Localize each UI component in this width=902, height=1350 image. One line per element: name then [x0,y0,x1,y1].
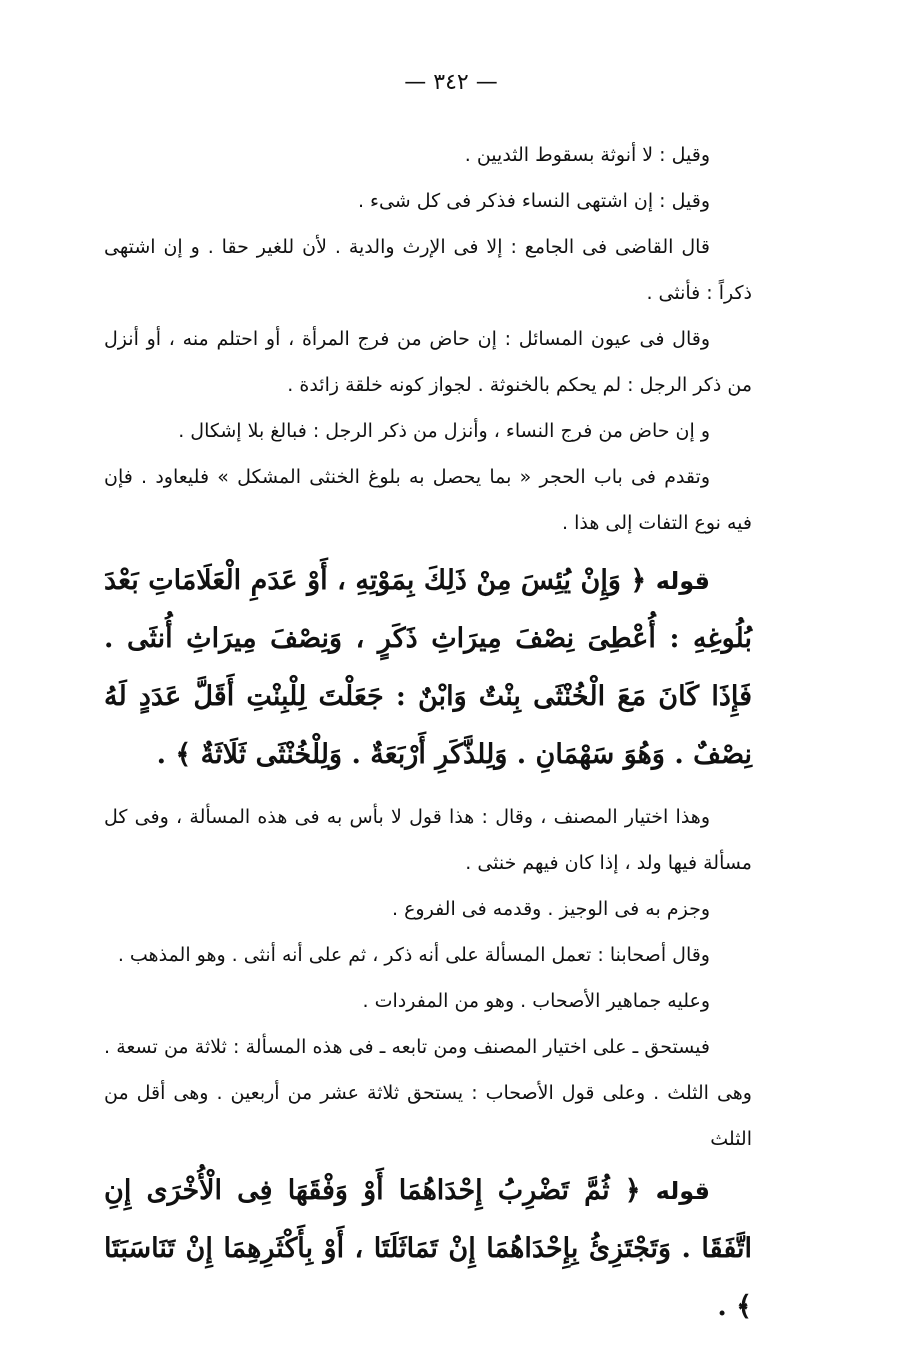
page-number: — ٣٤٢ — [404,70,498,95]
paragraph: فيستحق ـ على اختيار المصنف ومن تابعه ـ فى هذه المسألة : ثلاثة من تسعة . وهى الثلث . وعلى قول الأصحاب : يستحق ثلاثة عشر من أربعين . وهى أقل من الثلث [104,1036,752,1150]
paragraph: و إن حاض من فرج النساء ، وأنزل من ذكر الرجل : فبالغ بلا إشكال . [178,420,710,442]
matn-lead-word: قوله [655,1177,710,1205]
matn-quote [104,1162,752,1336]
page-body [104,132,752,1336]
paragraph: وقيل : لا أنوثة بسقوط الثديين . [464,144,710,166]
paragraph: وعليه جماهير الأصحاب . وهو من المفردات . [362,990,710,1012]
matn-lead-word: قوله [655,567,711,595]
matn-text: ﴿ وَإِنْ يُئِسَ مِنْ ذَلِكَ بِمَوْتِهِ ، أَوْ عَدَمِ الْعَلَامَاتِ بَعْدَ بُلُوغِهِ : أُعْطِىَ نِصْفَ مِيرَاثِ ذَكَرٍ ، وَنِصْفَ مِيرَاثِ أُنثَى . فَإِذَا كَانَ مَعَ الْخُنْثَى بِنْتٌ وَابْنٌ : جَعَلْتَ لِلْبِنْتِ أَقَلَّ عَدَدٍ لَهُ نِصْفٌ . وَهُوَ سَهْمَانِ . وَلِلذَّكَرِ أَرْبَعَةٌ . وَلِلْخُنْثَى ثَلَاثَةٌ ﴾ . [104,565,752,770]
paragraph: قال القاضى فى الجامع : إلا فى الإرث والدية . لأن للغير حقا . و إن اشتهى ذكراً : فأنثى . [104,236,752,304]
paragraph: وجزم به فى الوجيز . وقدمه فى الفروع . [392,898,710,920]
paragraph: وقيل : إن اشتهى النساء فذكر فى كل شىء . [357,190,710,212]
paragraph: وهذا اختيار المصنف ، وقال : هذا قول لا بأس به فى هذه المسألة ، وفى كل مسألة فيها ولد ، إذا كان فيهم خنثى . [104,806,752,874]
paragraph: وتقدم فى باب الحجر « بما يحصل به بلوغ الخنثى المشكل » فليعاود . فإن فيه نوع التفات إلى هذا . [104,466,752,534]
matn-quote [104,552,752,784]
paragraph: وقال أصحابنا : تعمل المسألة على أنه ذكر ، ثم على أنه أنثى . وهو المذهب . [117,944,710,966]
paragraph: وقال فى عيون المسائل : إن حاض من فرج المرأة ، أو احتلم منه ، أو أنزل من ذكر الرجل : لم يحكم بالخنوثة . لجواز كونه خلقة زائدة . [104,328,752,396]
matn-text: ﴿ ثُمَّ تَضْرِبُ إِحْدَاهُمَا أَوْ وَفْقَهَا فِى الْأُخْرَى إِنِ اتَّفَقَا . وَتَجْتَزِئُ بِإِحْدَاهُمَا إِنْ تَمَاثَلَتَا ، أَوْ بِأَكْثَرِهِمَا إِنْ تَنَاسَبَتَا ﴾ . [104,1175,752,1322]
